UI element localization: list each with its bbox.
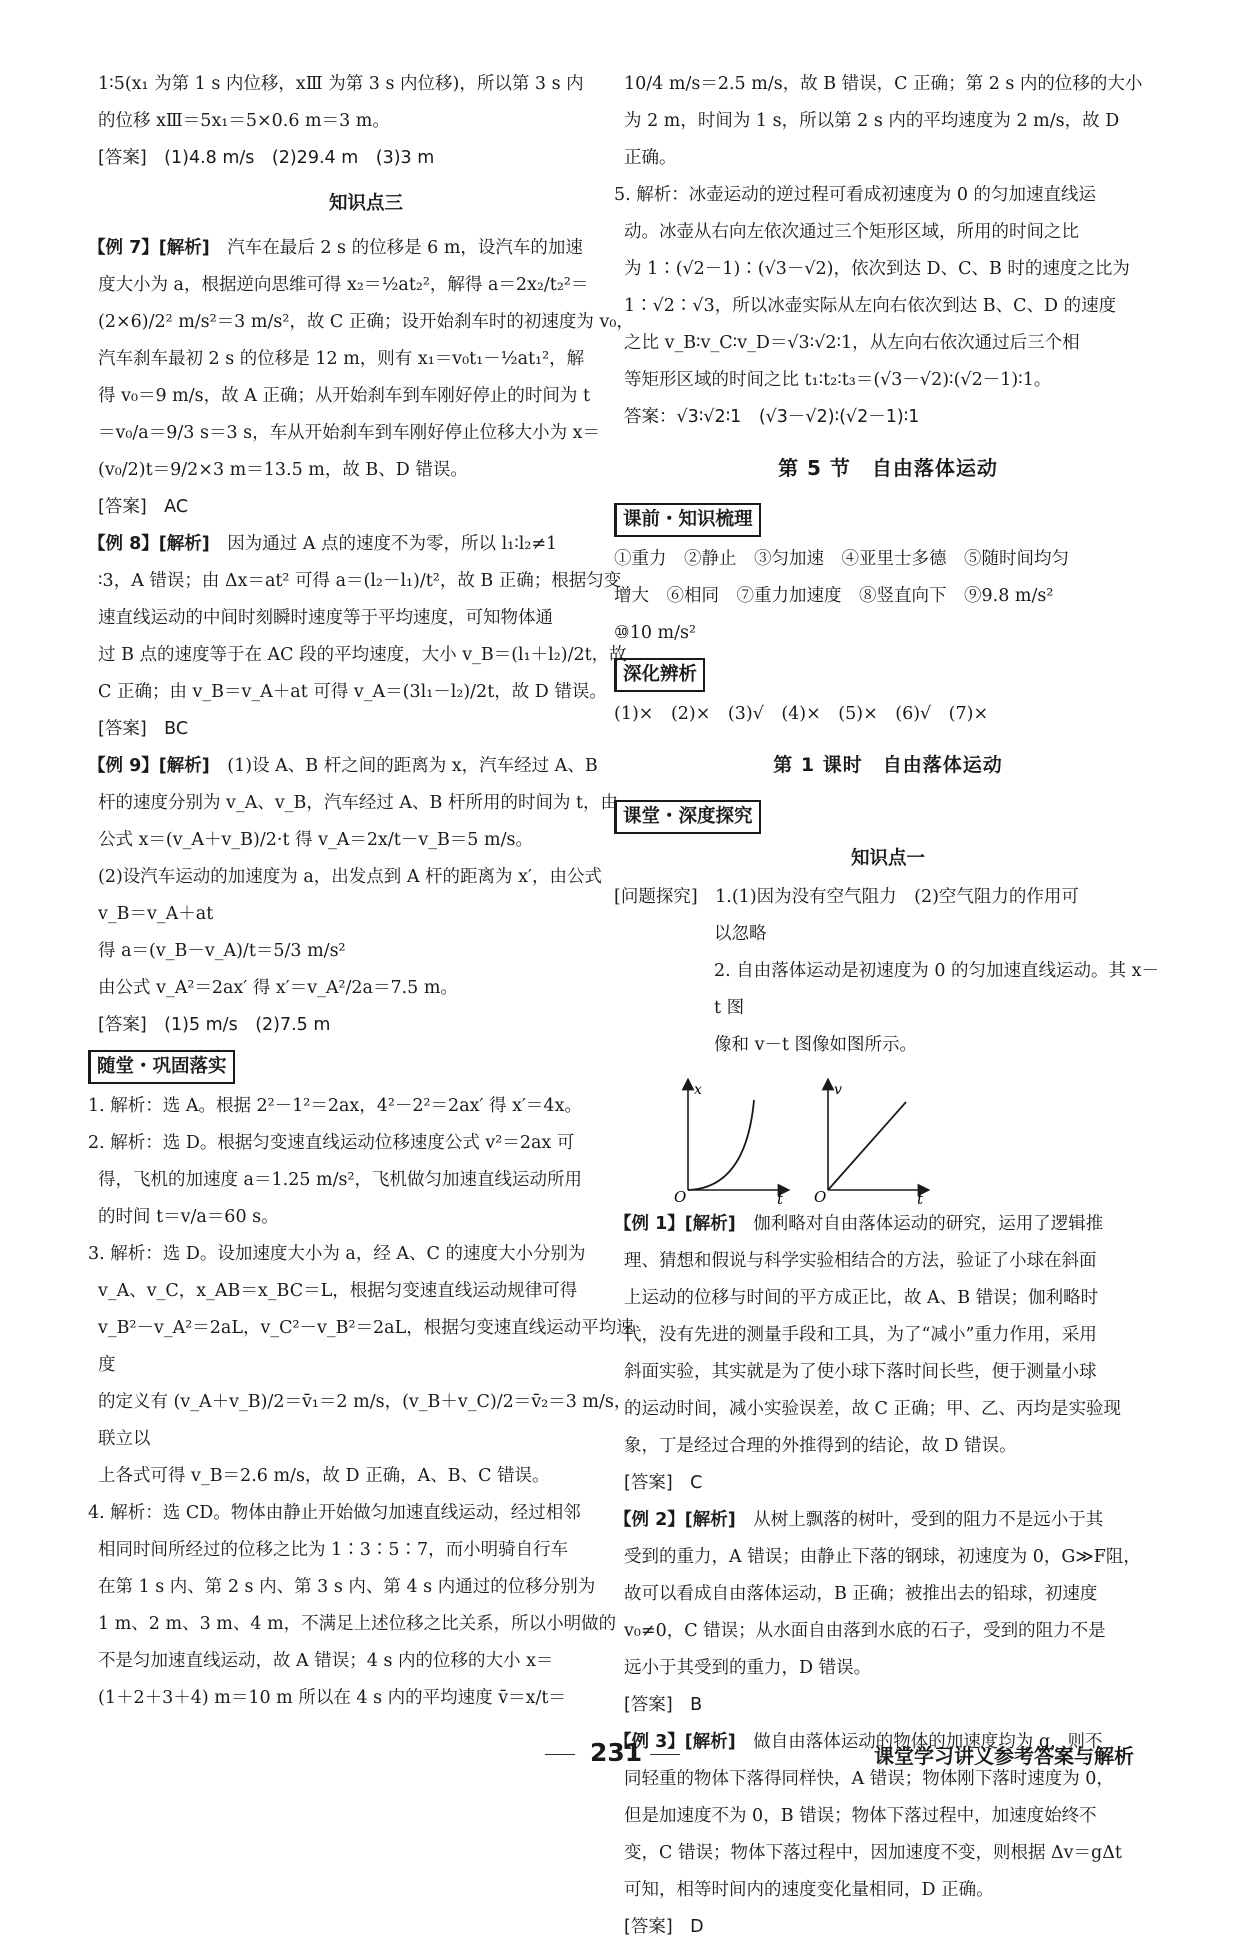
answer-line: [答案] BC [98, 719, 189, 739]
text-line: 的时间 t＝v/a＝60 s。 [98, 1207, 279, 1227]
text-line: 增大 ⑥相同 ⑦重力加速度 ⑧竖直向下 ⑨9.8 m/s² [614, 586, 1054, 606]
text-line: v_A、v_C，x_AB＝x_BC＝L，根据匀变速直线运动规律可得 [98, 1281, 578, 1301]
lesson-title: 第 1 课时 自由落体运动 [773, 754, 1003, 776]
axis-label: v [834, 1082, 842, 1098]
answer-line: 答案：√3∶√2∶1 (√3－√2)∶(√2－1)∶1 [624, 407, 920, 427]
answer-line: [答案] C [624, 1473, 703, 1493]
motion-graphs-figure [614, 1068, 1162, 1206]
text-line: 等矩形区域的时间之比 t₁∶t₂∶t₃＝(√3－√2)∶(√2－1)∶1。 [624, 370, 1052, 390]
answer-line: [答案] B [624, 1695, 703, 1715]
analysis-tag: [解析] [158, 756, 210, 776]
text-line: 象，丁是经过合理的外推得到的结论，故 D 错误。 [624, 1436, 1017, 1456]
text-line: 速直线运动的中间时刻瞬时速度等于平均速度，可知物体通 [98, 608, 553, 628]
text-line: 在第 1 s 内、第 2 s 内、第 3 s 内、第 4 s 内通过的位移分别为 [98, 1577, 596, 1597]
example-tag: 【例 3】 [614, 1732, 685, 1752]
page-footer [0, 1738, 1250, 1788]
section-heading-box: 随堂・巩固落实 [88, 1050, 235, 1084]
text-line: 过 B 点的速度等于在 AC 段的平均速度，大小 v_B＝(l₁＋l₂)/2t，故 [98, 645, 627, 665]
divider [545, 1754, 575, 1755]
text-line: 从树上飘落的树叶，受到的阻力不是远小于其 [753, 1510, 1104, 1530]
example-tag: 【例 1】 [614, 1214, 685, 1234]
text-line: 之比 v_B∶v_C∶v_D＝√3∶√2∶1，从左向右依次通过后三个相 [624, 333, 1080, 353]
text-line: ①重力 ②静止 ③匀加速 ④亚里士多德 ⑤随时间均匀 [614, 549, 1069, 569]
text-line: 1. 解析：选 A。根据 2²－1²＝2ax，4²－2²＝2ax′ 得 x′＝4x。 [88, 1096, 582, 1116]
text-line: 的运动时间，减小实验误差，故 C 正确；甲、乙、丙均是实验现 [624, 1399, 1122, 1419]
footer-title: 课堂学习讲义参考答案与解析 [874, 1744, 1134, 1768]
answer-line: [答案] D [624, 1917, 704, 1937]
text-line: 由公式 v_A²＝2ax′ 得 x′＝v_A²/2a＝7.5 m。 [98, 978, 458, 998]
text-line: C 正确；由 v_B＝v_A＋at 可得 v_A＝(3l₁－l₂)/2t，故 D 错误。 [98, 682, 607, 702]
text-line: ＝v₀/a＝9/3 s＝3 s，车从开始刹车到车刚好停止位移大小为 x＝ [98, 423, 601, 443]
text-line: (1＋2＋3＋4) m＝10 m 所以在 4 s 内的平均速度 v̄＝x/t＝ [98, 1688, 566, 1708]
answer-line: [答案] AC [98, 497, 189, 517]
text-line: 伽利略对自由落体运动的研究，运用了逻辑推 [753, 1214, 1104, 1234]
section-heading-box: 课堂・深度探究 [614, 800, 761, 834]
text-line: 1 m、2 m、3 m、4 m，不满足上述位移之比关系，所以小明做的 [98, 1614, 617, 1634]
text-line: ⑩10 m/s² [614, 623, 697, 643]
section-heading-box: 深化辨析 [614, 658, 705, 692]
parabola-curve [688, 1100, 754, 1190]
v-t-graph [814, 1082, 924, 1206]
x-t-graph [674, 1082, 784, 1206]
analysis-tag: [解析] [684, 1214, 736, 1234]
text-line: 1∶5(x₁ 为第 1 s 内位移，xⅢ 为第 3 s 内位移)，所以第 3 s 内 [98, 74, 584, 94]
text-line: 1∶√2∶√3，所以冰壶实际从左向右依次到达 B、C、D 的速度 [624, 296, 1117, 316]
page-number: 231 [590, 1738, 643, 1767]
text-line: 不是匀加速直线运动，故 A 错误；4 s 内的位移的大小 x＝ [98, 1651, 554, 1671]
linear-line [828, 1102, 906, 1190]
text-line: 因为通过 A 点的速度不为零，所以 l₁∶l₂≠1 [227, 534, 558, 554]
example-tag: 【例 2】 [614, 1510, 685, 1530]
axis-label: t [777, 1190, 784, 1206]
axis-label: t [917, 1190, 924, 1206]
motion-graphs-svg [614, 1068, 1162, 1206]
text-line: 动。冰壶从右向左依次通过三个矩形区域，所用的时间之比 [624, 222, 1079, 242]
text-line: 杆的速度分别为 v_A、v_B，汽车经过 A、B 杆所用的时间为 t，由 [98, 793, 619, 813]
text-line: 为 2 m，时间为 1 s，所以第 2 s 内的平均速度为 2 m/s，故 D [624, 111, 1120, 131]
text-line: 2. 解析：选 D。根据匀变速直线运动位移速度公式 v²＝2ax 可 [88, 1133, 575, 1153]
text-line: 正确。 [624, 148, 677, 168]
answer-line: [答案] (1)4.8 m/s (2)29.4 m (3)3 m [98, 148, 435, 168]
text-line: (2)设汽车运动的加速度为 a，出发点到 A 杆的距离为 x′，由公式 [98, 867, 602, 887]
text-line: 相同时间所经过的位移之比为 1∶3∶5∶7，而小明骑自行车 [98, 1540, 569, 1560]
text-line: 3. 解析：选 D。设加速度大小为 a，经 A、C 的速度大小分别为 [88, 1244, 586, 1264]
text-line: 代，没有先进的测量手段和工具，为了“减小”重力作用，采用 [624, 1325, 1097, 1345]
example-tag: 【例 8】 [88, 534, 159, 554]
text-line: (1)设 A、B 杆之间的距离为 x，汽车经过 A、B [227, 756, 598, 776]
origin-label: O [814, 1188, 827, 1206]
answer-line: [答案] (1)5 m/s (2)7.5 m [98, 1015, 331, 1035]
section-heading-box: 课前・知识梳理 [614, 503, 761, 537]
text-line: (2×6)/2² m/s²＝3 m/s²，故 C 正确；设开始刹车时的初速度为 v₀， [98, 312, 634, 332]
text-line: 理、猜想和假说与科学实验相结合的方法，验证了小球在斜面 [624, 1251, 1097, 1271]
text-line: 的定义有 (v_A＋v_B)/2＝v̄₁＝2 m/s，(v_B＋v_C)/2＝v̄₂＝3 m/s，联立以 [98, 1392, 632, 1449]
text-line: 像和 v－t 图像如图所示。 [714, 1035, 918, 1055]
knowledge-point-heading: 知识点三 [328, 193, 403, 214]
divider [650, 1754, 680, 1755]
text-line: 同轻重的物体下落得同样快，A 错误；物体刚下落时速度为 0， [624, 1769, 1114, 1789]
text-line: 为 1∶(√2－1)∶(√3－√2)，依次到达 D、C、B 时的速度之比为 [624, 259, 1130, 279]
text-line: ∶3，A 错误；由 Δx＝at² 可得 a＝(l₂－l₁)/t²，故 B 正确；根据匀变 [98, 571, 622, 591]
text-line: 汽车在最后 2 s 的位移是 6 m，设汽车的加速 [227, 238, 583, 258]
text-line: v_B＝v_A＋at [98, 904, 214, 924]
text-line: 10/4 m/s＝2.5 m/s，故 B 错误，C 正确；第 2 s 内的位移的大小 [624, 74, 1143, 94]
example-tag: 【例 7】 [88, 238, 159, 258]
text-line: 的位移 xⅢ＝5x₁＝5×0.6 m＝3 m。 [98, 111, 390, 131]
text-line: 上各式可得 v_B＝2.6 m/s，故 D 正确，A、B、C 错误。 [98, 1466, 550, 1486]
analysis-tag: [解析] [158, 238, 210, 258]
text-line: 斜面实验，其实就是为了使小球下落时间长些，便于测量小球 [624, 1362, 1097, 1382]
analysis-tag: [解析] [158, 534, 210, 554]
text-line: (v₀/2)t＝9/2×3 m＝13.5 m，故 B、D 错误。 [98, 460, 468, 480]
text-line: 做自由落体运动的物体的加速度均为 g，则不 [753, 1732, 1103, 1752]
right-column [614, 66, 1162, 1946]
text-line: 4. 解析：选 CD。物体由静止开始做匀加速直线运动，经过相邻 [88, 1503, 581, 1523]
text-line: 5. 解析：冰壶运动的逆过程可看成初速度为 0 的匀加速直线运 [614, 185, 1097, 205]
text-line: v_B²－v_A²＝2aL，v_C²－v_B²＝2aL，根据匀变速直线运动平均速度 [98, 1318, 634, 1375]
origin-label: O [674, 1188, 687, 1206]
text-line: [问题探究] 1.(1)因为没有空气阻力 (2)空气阻力的作用可 [614, 887, 1079, 907]
text-line: 故可以看成自由落体运动，B 正确；被推出去的铅球，初速度 [624, 1584, 1098, 1604]
text-line: 度大小为 a，根据逆向思维可得 x₂＝½at₂²，解得 a＝2x₂/t₂²＝ [98, 275, 589, 295]
knowledge-point-heading: 知识点一 [850, 848, 925, 869]
text-line: 得 v₀＝9 m/s，故 A 正确；从开始刹车到车刚好停止的时间为 t [98, 386, 590, 406]
example-tag: 【例 9】 [88, 756, 159, 776]
left-column [88, 66, 644, 1717]
text-line: 可知，相等时间内的速度变化量相同，D 正确。 [624, 1880, 994, 1900]
section-title: 第 5 节 自由落体运动 [778, 456, 998, 480]
text-line: 以忽略 [714, 924, 767, 944]
axis-label: x [694, 1082, 702, 1098]
text-line: 得，飞机的加速度 a＝1.25 m/s²，飞机做匀加速直线运动所用 [98, 1170, 583, 1190]
text-line: v₀≠0，C 错误；从水面自由落到水底的石子，受到的阻力不是 [624, 1621, 1106, 1641]
text-line: 变，C 错误；物体下落过程中，因加速度不变，则根据 Δv＝gΔt [624, 1843, 1122, 1863]
text-line: 公式 x＝(v_A＋v_B)/2·t 得 v_A＝2x/t－v_B＝5 m/s。 [98, 830, 533, 850]
text-line: (1)× (2)× (3)√ (4)× (5)× (6)√ (7)× [614, 704, 989, 724]
text-line: 受到的重力，A 错误；由静止下落的钢球，初速度为 0，G≫F阻， [624, 1547, 1141, 1567]
text-line: 汽车刹车最初 2 s 的位移是 12 m，则有 x₁＝v₀t₁－½at₁²，解 [98, 349, 585, 369]
text-line: 2. 自由落体运动是初速度为 0 的匀加速直线运动。其 x－t 图 [714, 961, 1159, 1018]
analysis-tag: [解析] [684, 1732, 736, 1752]
text-line: 上运动的位移与时间的平方成正比，故 A、B 错误；伽利略时 [624, 1288, 1099, 1308]
analysis-tag: [解析] [684, 1510, 736, 1530]
text-line: 远小于其受到的重力，D 错误。 [624, 1658, 872, 1678]
text-line: 得 a＝(v_B－v_A)/t＝5/3 m/s² [98, 941, 346, 961]
text-line: 但是加速度不为 0，B 错误；物体下落过程中，加速度始终不 [624, 1806, 1097, 1826]
